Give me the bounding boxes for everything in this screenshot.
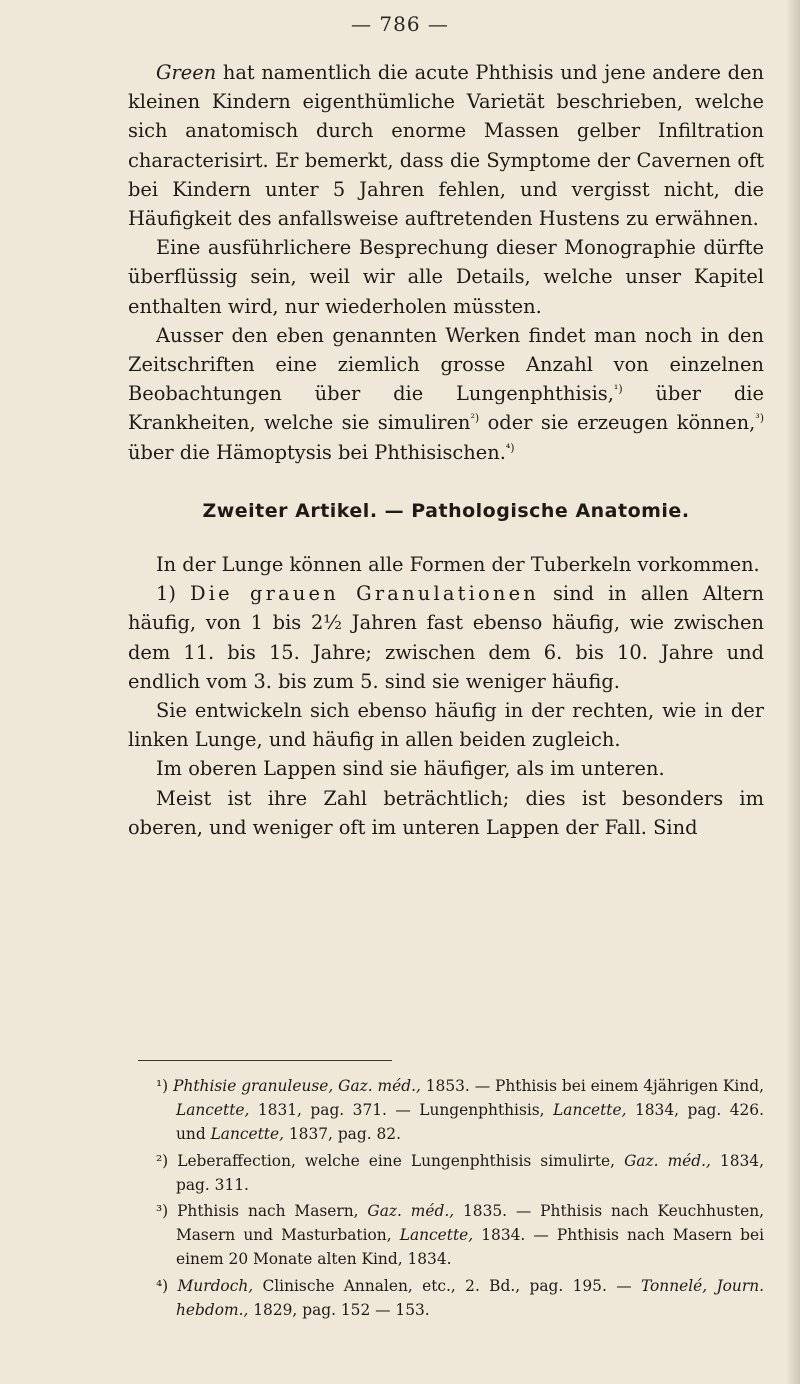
footnotes (156, 1074, 764, 1324)
citation: Murdoch, (177, 1276, 254, 1295)
footnote-text: 1829, pag. 152 — 153. (248, 1300, 430, 1319)
footnote-text: 1837, pag. 82. (283, 1125, 401, 1144)
paragraph-text: oder sie erzeugen können, (479, 411, 756, 435)
footnote-mark: ¹) (156, 1077, 169, 1095)
paragraph (128, 58, 764, 233)
paragraph-text: Ausser den eben genannten Werken findet man noch in den Zeitschriften eine ziemlich grosse Anzahl von einzelnen Beobachtungen über die Lungenphthisis, (128, 323, 764, 406)
citation: Lancette, (210, 1125, 284, 1144)
footnote-3 (156, 1199, 764, 1272)
paragraph: In der Lunge können alle Formen der Tuberkeln vorkommen. (156, 553, 760, 577)
footnote-mark: ²) (156, 1151, 169, 1170)
footnote-1 (156, 1074, 764, 1147)
citation: Lancette, (553, 1101, 627, 1120)
paragraph-text: sind in allen Altern häufig, von 1 bis 2½ Jahren fast ebenso häufig, wie zwischen dem 11. bis 15. Jahre; zwischen dem 6. bis 10. Jahre und endlich vom 3. bis zum 5. sind sie weniger häufig. (128, 582, 764, 693)
footnote-text: 1831, pag. 371. — Lungenphthisis, (249, 1101, 554, 1120)
footnote-2 (156, 1149, 764, 1197)
author-name: Green (156, 61, 217, 84)
footnote-mark: ⁴) (156, 1276, 169, 1295)
list-number: 1) (156, 582, 190, 606)
footnote-text: Clinische Annalen, etc., 2. Bd., pag. 195. — (253, 1276, 641, 1295)
paragraph: Im oberen Lappen sind sie häufiger, als im unteren. (156, 757, 665, 781)
citation: Lancette, (399, 1226, 474, 1245)
footnote-ref: ⁴) (505, 441, 515, 455)
main-text (128, 58, 764, 842)
citation: Tonnelé, Journ. hebdom., (176, 1276, 765, 1319)
paragraph: Meist ist ihre Zahl beträchtlich; dies ist besonders im oberen, und weniger oft im unteren Lappen der Fall. Sind (128, 786, 764, 839)
citation: Phthisie granuleuse, Gaz. méd., (173, 1077, 421, 1095)
page-number: — 786 — (351, 12, 449, 36)
footnote-4 (156, 1274, 764, 1322)
paragraph-text: hat namentlich die acute Phthisis und jene andere den kleinen Kindern eigenthümliche Varietät beschrieben, welche sich anatomisch durch enorme Massen gelber Infiltration characterisirt. Er bemerkt, dass die Symptome der Cavernen oft bei Kindern unter 5 Jahren fehlen, und vergisst nicht, die Häufigkeit des anfallsweise auftretenden Hustens zu erwähnen. (128, 61, 764, 231)
citation: Gaz. méd., (367, 1202, 455, 1221)
paragraph-text: über die Krankheiten, welche sie simuliren (128, 382, 764, 435)
footnote-ref: ¹) (613, 382, 623, 396)
citation: Gaz. méd., (624, 1151, 711, 1170)
paragraph: Sie entwickeln sich ebenso häufig in der rechten, wie in der linken Lunge, und häufig in allen beiden zugleich. (128, 699, 764, 752)
footnote-mark: ³) (156, 1202, 169, 1221)
footnote-ref: ²) (470, 411, 480, 425)
footnote-text: Leberaffection, welche eine Lungenphthisis simulirte, (177, 1151, 625, 1170)
paragraph (128, 321, 764, 467)
footnote-text: 1835. — Phthisis nach Keuchhusten, Masern und Masturbation, (176, 1202, 765, 1245)
footnote-text: 1834, pag. 311. (176, 1151, 764, 1194)
section-heading: Zweiter Artikel. — Pathologische Anatomie. (202, 499, 690, 522)
spaced-term: Die grauen Granulationen (189, 582, 539, 606)
paragraph-text: über die Hämoptysis bei Phthisischen. (128, 440, 506, 464)
citation: Lancette, (176, 1101, 250, 1120)
paragraph: Eine ausführlichere Besprechung dieser Monographie dürfte überflüssig sein, weil wir alle Details, welche unser Kapitel enthalten wird, nur wiederholen müssten. (128, 236, 764, 318)
footnote-text: 1834, pag. 426. und (176, 1101, 764, 1144)
footnote-text: 1853. — Phthisis bei einem 4jährigen Kind, (420, 1077, 764, 1095)
footnote-ref: ³) (755, 411, 764, 425)
footnote-text: Phthisis nach Masern, (177, 1202, 368, 1221)
footnote-text: 1834. — Phthisis nach Masern bei einem 20 Monate alten Kind, 1834. (176, 1226, 764, 1269)
page-edge-shadow (786, 0, 800, 1384)
footnote-divider (138, 1060, 392, 1061)
paragraph (128, 579, 764, 696)
